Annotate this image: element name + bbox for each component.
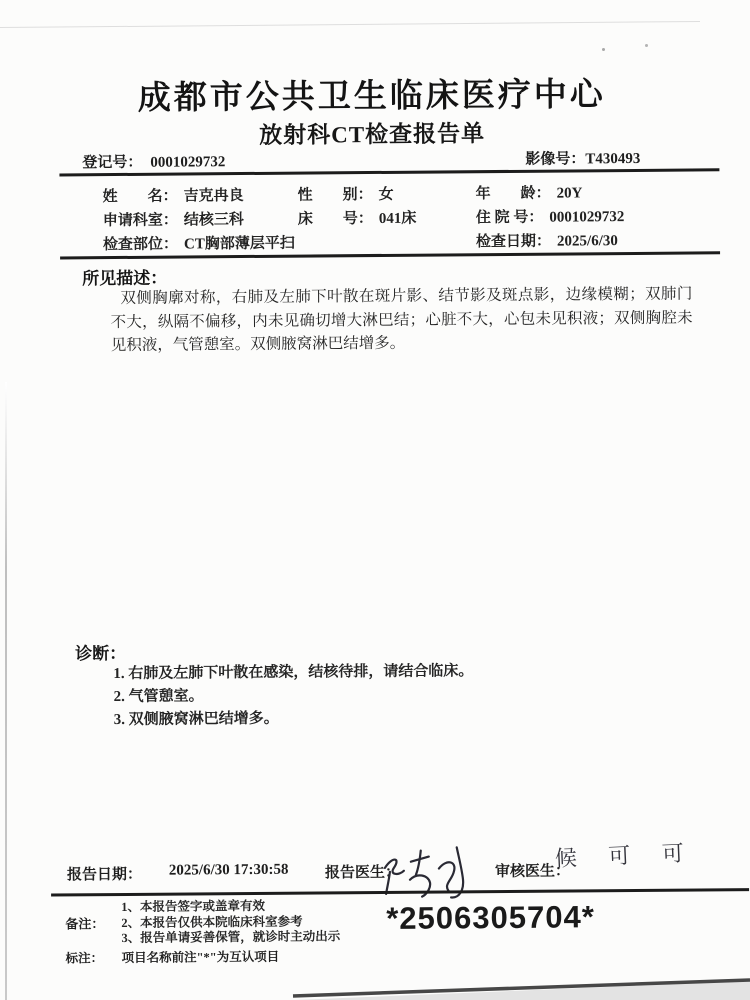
body-part-label: 检查部位： xyxy=(102,236,179,254)
report-doctor-label: 报告医生： xyxy=(324,864,401,882)
inpatient-no-value: 0001029732 xyxy=(549,209,625,226)
barcode-number: *2506305704* xyxy=(386,899,595,936)
patient-sex-field xyxy=(298,183,394,205)
note-text: 项目名称前注"*"为互认项目 xyxy=(121,949,280,966)
patient-name-value: 吉克冉良 xyxy=(183,188,244,205)
scan-speck xyxy=(602,48,605,51)
inpatient-no-field xyxy=(476,205,625,227)
registration-label: 登记号： xyxy=(82,154,143,172)
remark-list xyxy=(121,898,340,946)
bed-no-field xyxy=(298,207,417,229)
exam-date-field xyxy=(476,229,618,251)
hospital-name: 成都市公共卫生临床医疗中心 xyxy=(137,75,606,116)
review-doctor-signature: 候 可 可 xyxy=(554,840,698,872)
patient-age-value: 20Y xyxy=(556,185,583,202)
remark-item: 3、报告单请妥善保管，就诊时主动出示 xyxy=(121,929,341,946)
scan-speck xyxy=(645,44,648,47)
request-dept-value: 结核三科 xyxy=(183,212,244,229)
body-part-field xyxy=(103,232,295,255)
patient-sex-label: 性 别： xyxy=(297,187,373,204)
request-dept-field xyxy=(103,208,244,230)
diagnosis-item: 1. 右肺及左肺下叶散在感染，结核待排，请结合临床。 xyxy=(113,663,474,683)
findings-body: 双侧胸廓对称，右肺及左肺下叶散在斑片影、结节影及斑点影，边缘模糊；双肺门不大，纵隔不偏移，内未见确切增大淋巴结；心脏不大，心包未见积液；双侧胸腔未见积液，气管憩室。双侧腋窝淋巴结增多。 xyxy=(110,285,693,355)
report-title: 放射科CT检查报告单 xyxy=(259,121,486,148)
diagnosis-item: 3. 双侧腋窝淋巴结增多。 xyxy=(113,710,279,729)
remark-item: 1、本报告签字或盖章有效 xyxy=(121,898,266,915)
report-date-label: 报告日期： xyxy=(66,866,143,884)
findings-heading: 所见描述： xyxy=(82,268,168,289)
report-date-value: 2025/6/30 17:30:58 xyxy=(168,861,289,879)
image-no-label: 影像号： xyxy=(525,151,586,168)
patient-name-label: 姓 名： xyxy=(102,188,178,206)
patient-age-label: 年 龄： xyxy=(475,185,551,203)
exam-date-value: 2025/6/30 xyxy=(556,233,618,250)
patient-sex-value: 女 xyxy=(378,186,394,203)
bed-no-label: 床 号： xyxy=(297,211,373,228)
exam-date-label: 检查日期： xyxy=(475,233,552,251)
diagnosis-heading: 诊断： xyxy=(75,643,127,664)
body-part-value: CT胸部薄层平扫 xyxy=(183,235,295,253)
report-doctor-signature-icon xyxy=(377,841,477,904)
inpatient-no-label: 住 院 号： xyxy=(475,209,544,227)
bed-no-value: 041床 xyxy=(378,210,417,227)
scan-artifact-left-edge xyxy=(5,382,7,1000)
remark-item: 2、本报告仅供本院临床科室参考 xyxy=(121,914,303,930)
image-no-row xyxy=(525,147,640,169)
image-no-value: T430493 xyxy=(585,150,641,168)
patient-age-field xyxy=(476,181,583,203)
diagnosis-item: 2. 气管憩室。 xyxy=(113,688,204,706)
registration-no-row xyxy=(82,150,225,172)
review-doctor-label: 审核医生： xyxy=(494,863,571,881)
remark-label: 备注： xyxy=(65,916,105,932)
request-dept-label: 申请科室： xyxy=(102,212,178,230)
patient-name-field xyxy=(103,184,244,206)
note-label: 标注： xyxy=(65,951,104,966)
registration-value: 0001029732 xyxy=(150,154,226,171)
